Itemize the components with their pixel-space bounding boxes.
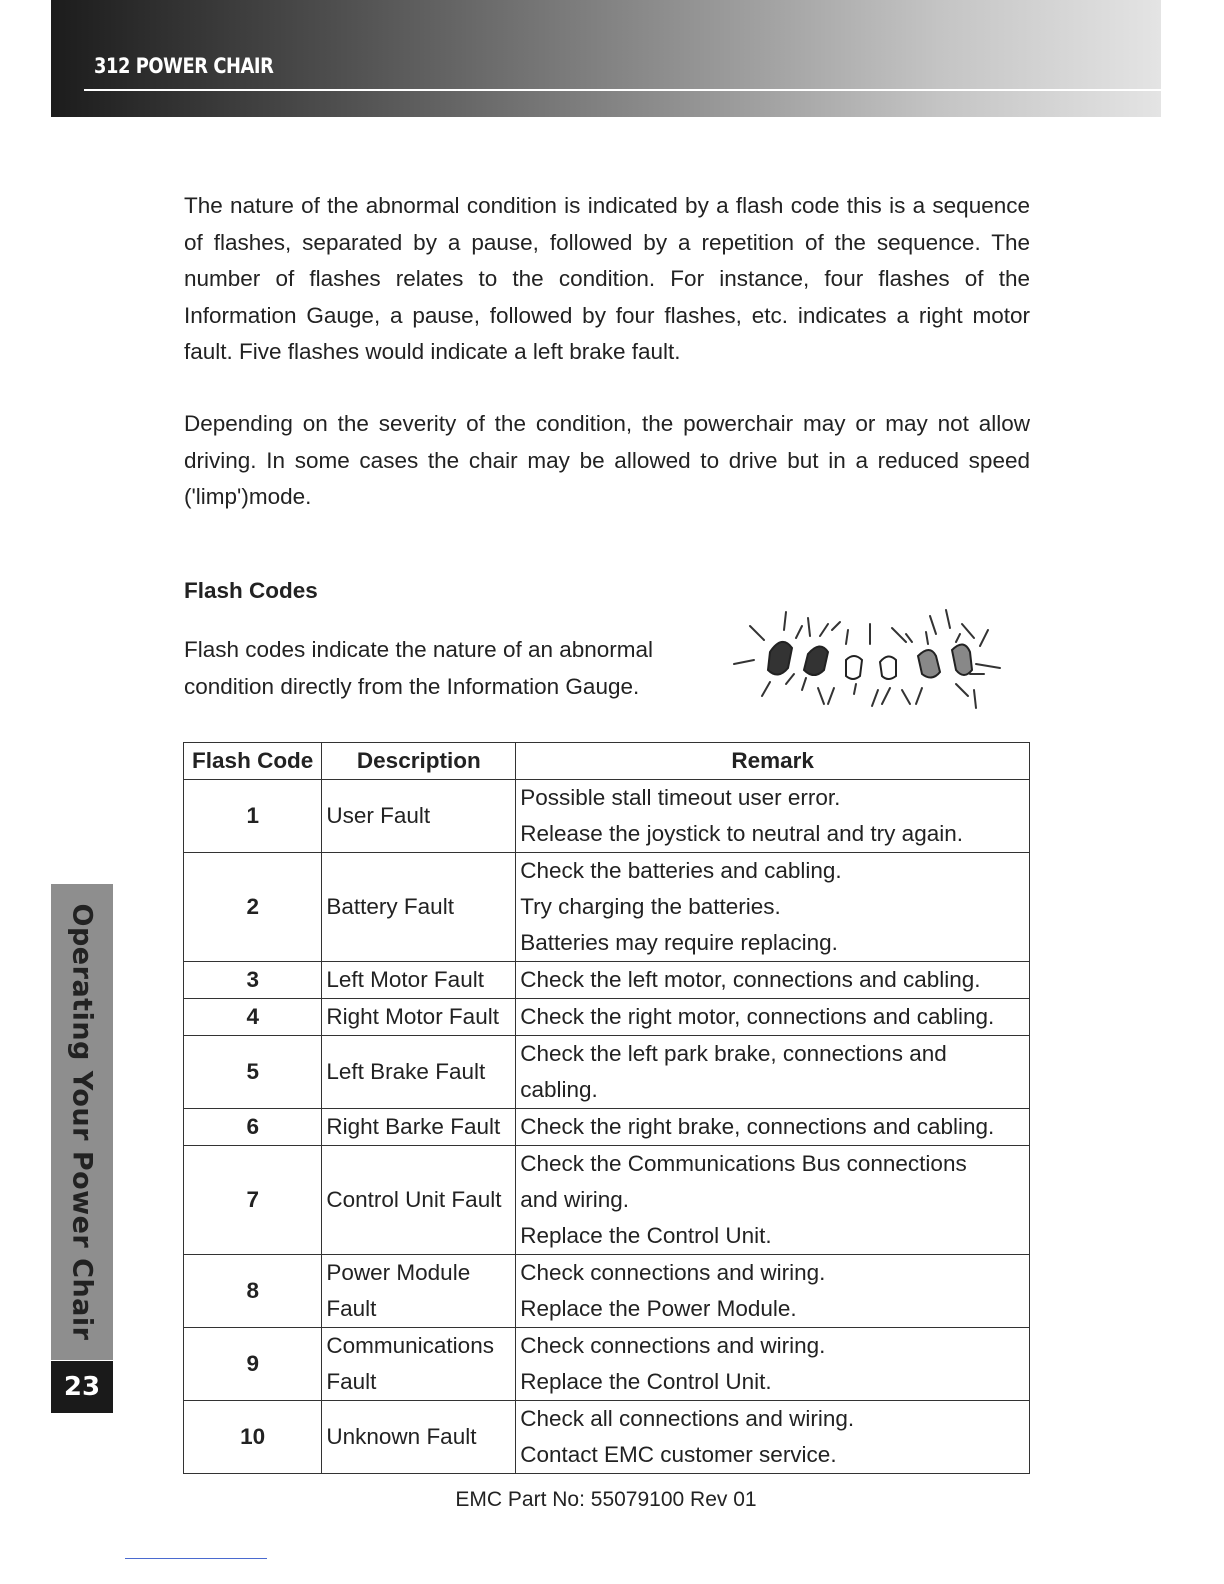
description-cell: Unknown Fault [322,1401,516,1474]
table-row [184,1255,1030,1328]
remark-line: Check the Communications Bus connections [520,1151,967,1176]
page-number-box [51,1361,113,1413]
description-cell: Control Unit Fault [322,1146,516,1255]
remark-line: Check all connections and wiring. [520,1406,855,1431]
remark-cell [516,1328,1030,1401]
remark-cell [516,1255,1030,1328]
header-flash-code: Flash Code [184,743,322,780]
description-cell: Left Brake Fault [322,1036,516,1109]
header-description: Description [322,743,516,780]
header-remark: Remark [516,743,1030,780]
table-row [184,1328,1030,1401]
side-tab-label: Operating Your Power Chair [66,903,98,1341]
remark-line: Contact EMC customer service. [520,1442,837,1467]
description-cell: Right Motor Fault [322,999,516,1036]
remark-line: Check connections and wiring. [520,1333,826,1358]
flash-code-cell: 6 [184,1109,322,1146]
remark-line: cabling. [520,1077,598,1102]
flash-code-cell: 7 [184,1146,322,1255]
remark-line: Replace the Control Unit. [520,1369,772,1394]
table-row [184,1401,1030,1474]
header-divider [84,89,1161,91]
table-row [184,962,1030,999]
table-header-row [184,743,1030,780]
remark-line: Replace the Control Unit. [520,1223,772,1248]
table-row [184,1036,1030,1109]
remark-cell [516,1401,1030,1474]
remark-line: Check connections and wiring. [520,1260,826,1285]
flash-code-cell: 2 [184,853,322,962]
footer-part-number: EMC Part No: 55079100 Rev 01 [455,1488,757,1511]
remark-line: Check the right motor, connections and cabling. [520,1004,995,1029]
intro-paragraph: The nature of the abnormal condition is indicated by a flash code this is a sequence of flashes, separated by a pause, followed by a repetition of the sequence. The number of flashes relates to the condition. For instance, four flashes of the Information Gauge, a pause, followed by four flashes, etc. indicates a right motor fault. Five flashes would indicate a left brake fault. [184,193,1030,364]
flash-code-cell: 8 [184,1255,322,1328]
flash-code-cell: 1 [184,780,322,853]
flash-codes-heading: Flash Codes [184,578,318,603]
remark-line: Check the left motor, connections and cabling. [520,967,981,992]
page-number: 23 [63,1372,101,1402]
table-row [184,1146,1030,1255]
description-cell: Right Barke Fault [322,1109,516,1146]
table-row [184,780,1030,853]
remark-line: Release the joystick to neutral and try again. [520,821,963,846]
flash-code-cell: 9 [184,1328,322,1401]
remark-cell [516,780,1030,853]
remark-line: Check the right brake, connections and cabling. [520,1114,995,1139]
flash-code-cell: 3 [184,962,322,999]
remark-line: Check the batteries and cabling. [520,858,842,883]
flash-code-cell: 5 [184,1036,322,1109]
description-cell: Left Motor Fault [322,962,516,999]
remark-line: Batteries may require replacing. [520,930,838,955]
flash-code-cell: 10 [184,1401,322,1474]
table-row [184,1109,1030,1146]
remark-cell [516,853,1030,962]
flash-codes-table [183,742,1030,1474]
remark-line: Possible stall timeout user error. [520,785,841,810]
header-title: 312 POWER CHAIR [94,54,274,78]
remark-cell [516,1109,1030,1146]
remark-cell [516,999,1030,1036]
severity-paragraph: Depending on the severity of the condition, the powerchair may or may not allow driving. In some cases the chair may be allowed to drive but in a reduced speed ('limp')mode. [184,411,1030,509]
flashing-lights-icon [730,604,1010,712]
remark-cell [516,1146,1030,1255]
flash-codes-intro: Flash codes indicate the nature of an abnormal condition directly from the Information Gauge. [184,637,654,699]
remark-cell [516,962,1030,999]
flash-code-cell: 4 [184,999,322,1036]
table-row [184,999,1030,1036]
remark-cell [516,1036,1030,1109]
description-cell: Power Module Fault [322,1255,516,1328]
description-cell: Communications Fault [322,1328,516,1401]
table-row [184,853,1030,962]
remark-line: Check the left park brake, connections and [520,1041,947,1066]
remark-line: and wiring. [520,1187,630,1212]
description-cell: User Fault [322,780,516,853]
remark-line: Replace the Power Module. [520,1296,797,1321]
description-cell: Battery Fault [322,853,516,962]
bottom-rule [125,1558,267,1559]
remark-line: Try charging the batteries. [520,894,781,919]
